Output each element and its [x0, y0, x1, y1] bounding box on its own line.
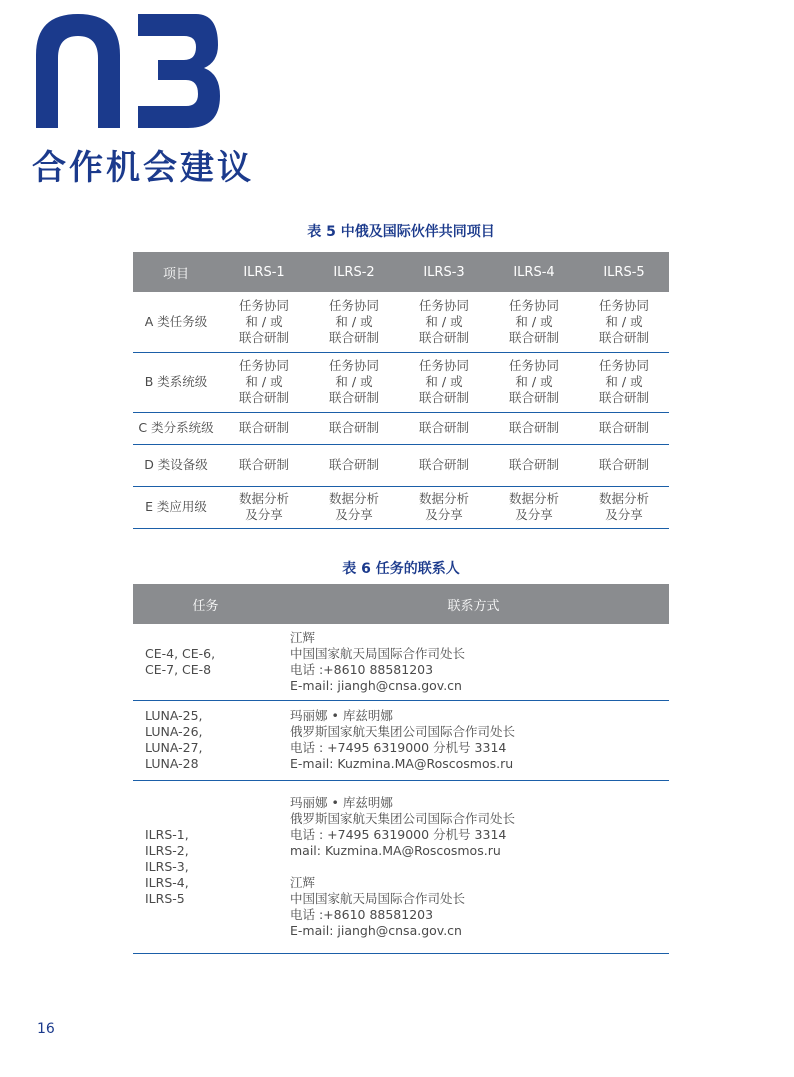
- table5-header-ilrs4: ILRS-4: [489, 252, 579, 292]
- table-cell: 联合研制: [309, 444, 399, 486]
- table5-header-ilrs2: ILRS-2: [309, 252, 399, 292]
- table5-header-ilrs5: ILRS-5: [579, 252, 669, 292]
- chapter-number-graphic: [28, 0, 228, 130]
- row-label: D 类设备级: [133, 444, 219, 486]
- table5: [133, 252, 669, 529]
- table-row: [133, 352, 669, 412]
- table-row: [133, 444, 669, 486]
- task-cell: CE-4, CE-6, CE-7, CE-8: [133, 624, 278, 700]
- table-cell: 任务协同 和 / 或 联合研制: [219, 292, 309, 352]
- table-row: [133, 624, 669, 700]
- table-cell: 任务协同 和 / 或 联合研制: [489, 292, 579, 352]
- table-cell: 数据分析 及分享: [489, 486, 579, 528]
- table-cell: 任务协同 和 / 或 联合研制: [399, 352, 489, 412]
- row-label: B 类系统级: [133, 352, 219, 412]
- contact-cell: 玛丽娜 • 库兹明娜 俄罗斯国家航天集团公司国际合作司处长 电话 : +7495 6319000 分机号 3314 mail: Kuzmina.MA@Roscosmos.ru 江辉 中国国家航天局国际合作司处长 电话 :+8610 88581203 E-mail: jiangh@cnsa.gov.cn: [278, 780, 669, 953]
- row-label: C 类分系统级: [133, 412, 219, 444]
- table6-caption: 表 6 任务的联系人: [342, 561, 460, 577]
- table-cell: 联合研制: [579, 444, 669, 486]
- page-number: 16: [37, 1021, 55, 1037]
- table-row: [133, 780, 669, 953]
- chapter-title: 合作机会建议: [32, 148, 254, 188]
- table-row: [133, 700, 669, 780]
- table-cell: 联合研制: [399, 412, 489, 444]
- contact-cell: 江辉 中国国家航天局国际合作司处长 电话 :+8610 88581203 E-mail: jiangh@cnsa.gov.cn: [278, 624, 669, 700]
- table5-header-ilrs3: ILRS-3: [399, 252, 489, 292]
- table-cell: 任务协同 和 / 或 联合研制: [489, 352, 579, 412]
- contact-cell: 玛丽娜 • 库兹明娜 俄罗斯国家航天集团公司国际合作司处长 电话 : +7495 6319000 分机号 3314 E-mail: Kuzmina.MA@Roscosmos.ru: [278, 700, 669, 780]
- table-cell: 任务协同 和 / 或 联合研制: [309, 292, 399, 352]
- table-cell: 联合研制: [579, 412, 669, 444]
- table-cell: 任务协同 和 / 或 联合研制: [579, 352, 669, 412]
- table6: [133, 584, 669, 954]
- table-cell: 数据分析 及分享: [399, 486, 489, 528]
- table-cell: 联合研制: [489, 412, 579, 444]
- table-cell: 数据分析 及分享: [309, 486, 399, 528]
- table-cell: 联合研制: [309, 412, 399, 444]
- table-cell: 任务协同 和 / 或 联合研制: [399, 292, 489, 352]
- table-cell: 任务协同 和 / 或 联合研制: [219, 352, 309, 412]
- table5-caption: 表 5 中俄及国际伙伴共同项目: [307, 224, 495, 240]
- table6-header-contact: 联系方式: [278, 584, 669, 624]
- table-cell: 联合研制: [489, 444, 579, 486]
- task-cell: ILRS-1, ILRS-2, ILRS-3, ILRS-4, ILRS-5: [133, 780, 278, 953]
- table-cell: 联合研制: [399, 444, 489, 486]
- table-cell: 任务协同 和 / 或 联合研制: [579, 292, 669, 352]
- row-label: E 类应用级: [133, 486, 219, 528]
- table5-header-item: 项目: [133, 252, 219, 292]
- table5-header-row: [133, 252, 669, 292]
- table5-header-ilrs1: ILRS-1: [219, 252, 309, 292]
- table-cell: 任务协同 和 / 或 联合研制: [309, 352, 399, 412]
- table-row: [133, 412, 669, 444]
- task-cell: LUNA-25, LUNA-26, LUNA-27, LUNA-28: [133, 700, 278, 780]
- row-label: A 类任务级: [133, 292, 219, 352]
- table6-header-row: [133, 584, 669, 624]
- table-cell: 数据分析 及分享: [579, 486, 669, 528]
- table6-header-task: 任务: [133, 584, 278, 624]
- table-cell: 联合研制: [219, 412, 309, 444]
- table-cell: 数据分析 及分享: [219, 486, 309, 528]
- table-row: [133, 486, 669, 528]
- table-row: [133, 292, 669, 352]
- table-cell: 联合研制: [219, 444, 309, 486]
